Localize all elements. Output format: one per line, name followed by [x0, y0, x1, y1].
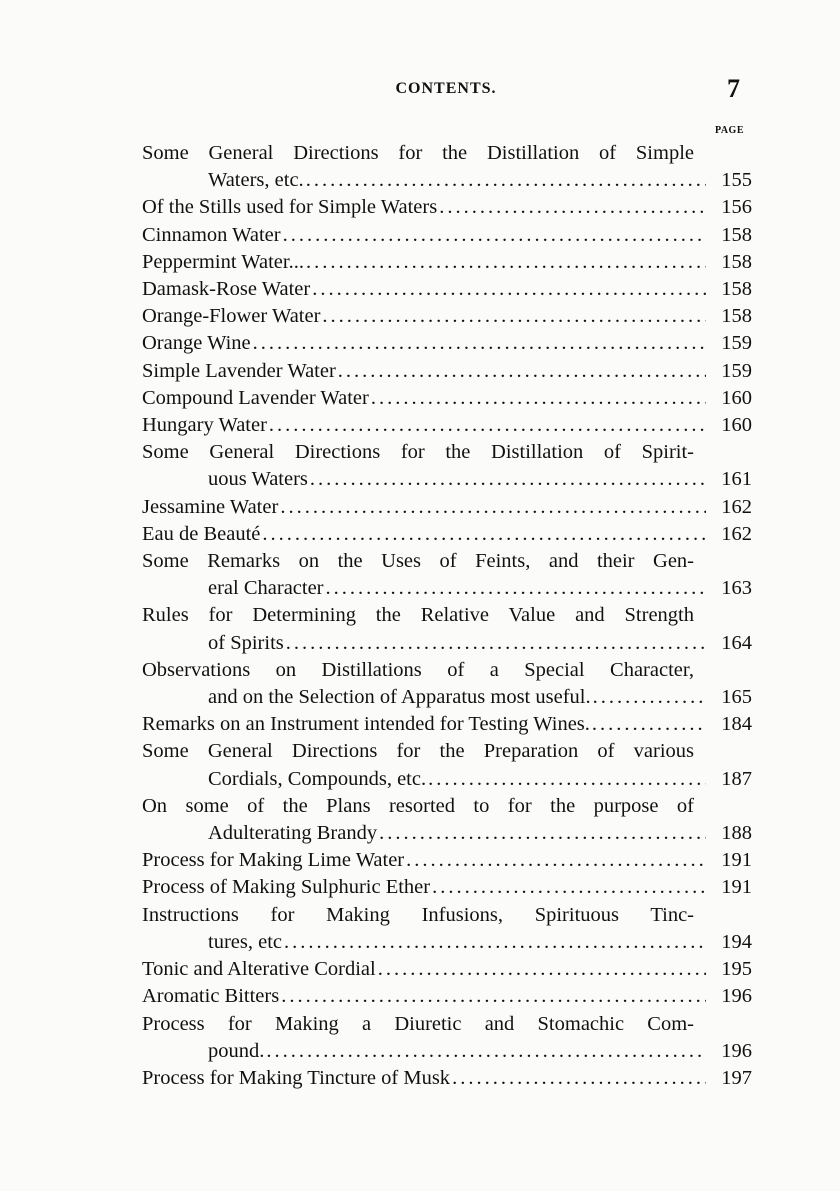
toc-entry-title: Orange Wine	[142, 332, 251, 355]
dot-leader	[312, 276, 706, 303]
toc-entry	[142, 874, 752, 901]
toc-page-number: 191	[721, 876, 752, 899]
toc-entry	[142, 194, 752, 221]
toc-entry-line	[142, 1038, 752, 1065]
toc-entry-title: Process of Making Sulphuric Ether	[142, 876, 431, 899]
toc-entry	[142, 303, 752, 330]
toc-page-number: 191	[721, 849, 752, 872]
toc-entry-title: Compound Lavender Water	[142, 386, 369, 409]
toc-entry-title: Adulterating Brandy	[208, 822, 378, 845]
toc-entry-line	[142, 929, 752, 956]
dot-leader	[326, 575, 706, 602]
toc-entry-line: Some Remarks on the Uses of Feints, and their Gen-	[142, 550, 694, 573]
dot-leader	[432, 874, 706, 901]
toc-entry-title: of Spirits	[208, 631, 284, 654]
dot-leader	[452, 1065, 706, 1092]
toc-entry-line	[142, 494, 752, 521]
toc-entry	[142, 439, 752, 493]
toc-page-number: 187	[721, 767, 752, 790]
toc-entry-title: eral Character	[208, 577, 324, 600]
toc-entry-line: On some of the Plans resorted to for the purpose of	[142, 794, 694, 817]
page-header	[140, 76, 752, 104]
toc-page-number: 156	[721, 196, 752, 219]
toc-entry-line: Some General Directions for the Distillation of Spirit-	[142, 441, 694, 464]
toc-entry	[142, 385, 752, 412]
toc-entry-line	[142, 847, 752, 874]
toc-entry-title: Of the Stills used for Simple Waters	[142, 196, 438, 219]
toc-entry	[142, 276, 752, 303]
toc-entry-line	[142, 684, 752, 711]
dot-leader	[266, 1038, 706, 1065]
toc-entry-line	[142, 956, 752, 983]
dot-leader	[280, 494, 706, 521]
toc-entry-line	[142, 330, 752, 357]
toc-entry-title: Peppermint Water...	[142, 250, 304, 273]
dot-leader	[378, 956, 706, 983]
toc-entry-title: Hungary Water	[142, 414, 267, 437]
toc-page-number: 162	[721, 495, 752, 518]
dot-leader	[379, 820, 706, 847]
toc-page-number: 158	[721, 278, 752, 301]
toc-page-number: 163	[721, 577, 752, 600]
running-title: CONTENTS.	[395, 80, 497, 97]
toc-entry	[142, 1011, 752, 1065]
toc-entry-line: Some General Directions for the Preparation of various	[142, 740, 694, 763]
toc-page-number: 195	[721, 958, 752, 981]
toc-entry-line	[142, 874, 752, 901]
dot-leader	[283, 222, 706, 249]
toc-page-number: 194	[721, 930, 752, 953]
dot-leader	[406, 847, 706, 874]
toc-entry-title: Remarks on an Instrument intended for Testing Wines.	[142, 713, 590, 736]
toc-entry	[142, 983, 752, 1010]
dot-leader	[310, 466, 706, 493]
toc-page-number: 196	[721, 985, 752, 1008]
toc-entry	[142, 330, 752, 357]
toc-entry-title: Jessamine Water	[142, 495, 279, 518]
toc-entry	[142, 140, 752, 194]
toc-entry-title: Orange-Flower Water	[142, 305, 321, 328]
toc-entry	[142, 494, 752, 521]
toc-entry-line	[142, 194, 752, 221]
page-column-label: PAGE	[714, 125, 744, 136]
dot-leader	[269, 412, 706, 439]
toc-entry-line: Some General Directions for the Distillation of Simple	[142, 142, 694, 164]
dot-leader	[306, 167, 706, 194]
toc-entry	[142, 711, 752, 738]
toc-page-number: 161	[721, 468, 752, 491]
toc-entry-line	[142, 983, 752, 1010]
dot-leader	[281, 983, 706, 1010]
toc-entry-title: Aromatic Bitters	[142, 985, 280, 1008]
toc-page-number: 188	[721, 822, 752, 845]
dot-leader	[284, 929, 706, 956]
dot-leader	[338, 358, 706, 385]
toc-entry-line	[142, 521, 752, 548]
page-number: 7	[727, 74, 740, 103]
toc-entry-line	[142, 303, 752, 330]
dot-leader	[428, 766, 706, 793]
toc-entry-title: Tonic and Alterative Cordial	[142, 958, 376, 981]
toc-page-number: 158	[721, 250, 752, 273]
toc-entry-line: Rules for Determining the Relative Value and Strength	[142, 604, 694, 627]
toc-entry	[142, 902, 752, 956]
toc-page-number: 159	[721, 359, 752, 382]
toc-entry-line	[142, 222, 752, 249]
toc-entry-line	[142, 820, 752, 847]
toc-page-number: 162	[721, 522, 752, 545]
toc-entry	[142, 956, 752, 983]
toc-entry	[142, 657, 752, 711]
toc-entry-title: Cinnamon Water	[142, 223, 281, 246]
toc-entry-title: tures, etc	[208, 930, 282, 953]
toc-page-number: 197	[721, 1066, 752, 1089]
toc-page-number: 159	[721, 332, 752, 355]
toc-entry-line: Instructions for Making Infusions, Spirituous Tinc-	[142, 903, 694, 926]
toc-page-number: 160	[721, 414, 752, 437]
toc-entry-title: and on the Selection of Apparatus most useful.	[208, 686, 591, 709]
table-of-contents	[142, 140, 752, 1092]
toc-page-number: 196	[721, 1039, 752, 1062]
dot-leader	[593, 684, 706, 711]
toc-entry	[142, 602, 752, 656]
toc-page-number: 164	[721, 631, 752, 654]
toc-entry-line	[142, 276, 752, 303]
toc-entry-title: Cordials, Compounds, etc.	[208, 767, 427, 790]
toc-entry	[142, 249, 752, 276]
toc-entry	[142, 521, 752, 548]
toc-page-number: 165	[721, 686, 752, 709]
toc-entry-line	[142, 249, 752, 276]
toc-entry-title: Process for Making Tincture of Musk	[142, 1066, 451, 1089]
toc-entry-line	[142, 466, 752, 493]
toc-page-number: 155	[721, 169, 752, 192]
toc-entry-title: uous Waters	[208, 468, 308, 491]
toc-page-number: 160	[721, 386, 752, 409]
toc-entry	[142, 1065, 752, 1092]
toc-page-number: 184	[721, 713, 752, 736]
toc-page-number: 158	[721, 305, 752, 328]
toc-entry	[142, 548, 752, 602]
toc-entry	[142, 793, 752, 847]
dot-leader	[439, 194, 706, 221]
toc-entry-title: Simple Lavender Water	[142, 359, 336, 382]
toc-entry-line	[142, 630, 752, 657]
dot-leader	[286, 630, 706, 657]
toc-entry-title: Eau de Beauté	[142, 522, 261, 545]
toc-entry-line	[142, 711, 752, 738]
dot-leader	[592, 711, 706, 738]
toc-entry-line	[142, 766, 752, 793]
dot-leader	[306, 249, 706, 276]
toc-entry-line	[142, 1065, 752, 1092]
toc-entry	[142, 847, 752, 874]
toc-entry-line	[142, 167, 752, 194]
toc-entry-title: pound.	[208, 1039, 265, 1062]
toc-entry-line: Observations on Distillations of a Special Character,	[142, 658, 694, 681]
toc-entry-title: Process for Making Lime Water	[142, 849, 405, 872]
toc-entry-line: Process for Making a Diuretic and Stomachic Com-	[142, 1012, 694, 1035]
toc-entry-line	[142, 412, 752, 439]
toc-entry-title: Damask-Rose Water	[142, 278, 311, 301]
dot-leader	[371, 385, 706, 412]
dot-leader	[322, 303, 706, 330]
toc-entry	[142, 222, 752, 249]
toc-page-number: 158	[721, 223, 752, 246]
toc-entry-line	[142, 575, 752, 602]
toc-entry-line	[142, 358, 752, 385]
dot-leader	[262, 521, 706, 548]
dot-leader	[253, 330, 706, 357]
toc-entry-title: Waters, etc.	[208, 169, 304, 192]
toc-entry-line	[142, 385, 752, 412]
toc-entry	[142, 738, 752, 792]
toc-entry	[142, 358, 752, 385]
toc-entry	[142, 412, 752, 439]
